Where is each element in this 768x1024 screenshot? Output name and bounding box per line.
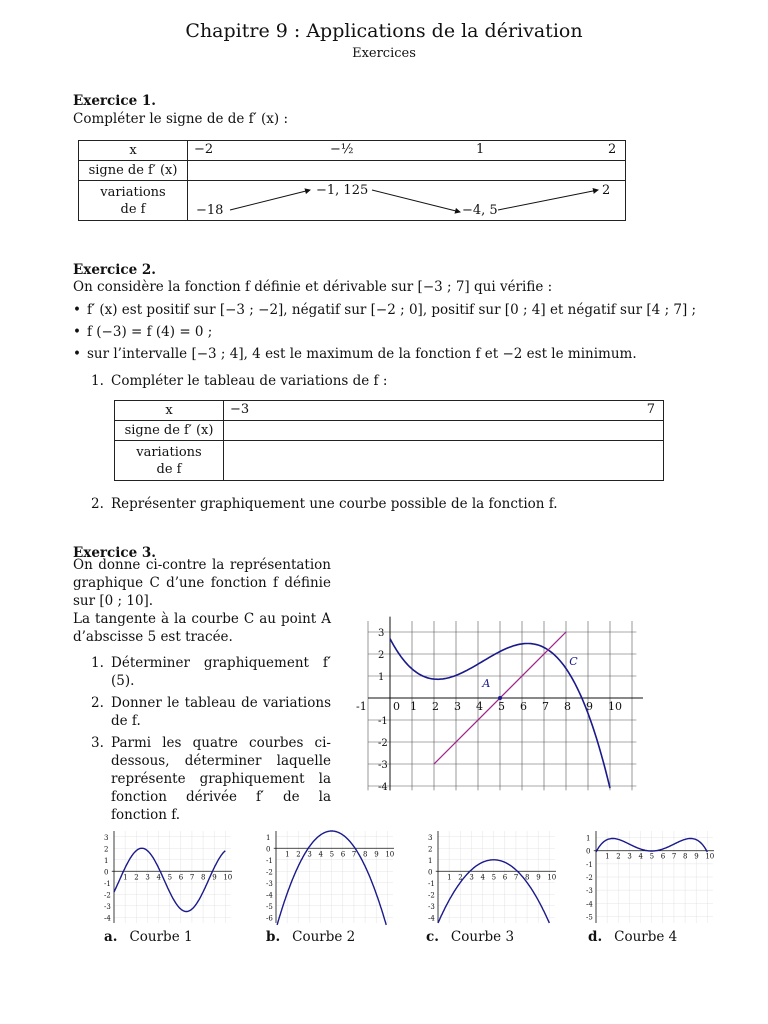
y-tick-label: 2 bbox=[104, 845, 109, 854]
y-tick-label: -3 bbox=[586, 887, 593, 896]
ex3-question-2: Donner le tableau de variations de f. bbox=[111, 695, 331, 729]
ex1-var-value: −4, 5 bbox=[462, 203, 498, 218]
y-tick-label: 0 bbox=[428, 868, 433, 877]
x-tick-label: 5 bbox=[167, 873, 173, 882]
ex3-question-1: Déterminer graphiquement f′ (5). bbox=[111, 655, 331, 689]
ex2-sign-cell[interactable] bbox=[224, 421, 664, 441]
x-tick-label: 1 bbox=[123, 873, 128, 882]
ex1-row-var-label: de f bbox=[120, 201, 146, 217]
curve-2-letter: b. bbox=[266, 929, 281, 945]
x-tick-label: 7 bbox=[542, 700, 549, 713]
curve-3-plot bbox=[420, 827, 560, 927]
list-item: • sur l’intervalle [−3 ; 4], 4 est le maximum de la fonction f et −2 est le minimum. bbox=[73, 343, 713, 365]
x-tick-label: 3 bbox=[307, 850, 312, 859]
y-tick-label: 3 bbox=[428, 833, 433, 842]
curve-2-plot bbox=[258, 827, 398, 927]
y-tick-label: -4 bbox=[428, 914, 435, 923]
y-tick-label: 3 bbox=[104, 833, 109, 842]
x-tick-label: 4 bbox=[480, 873, 485, 882]
arrow-up bbox=[230, 190, 310, 210]
mini-grid bbox=[596, 831, 713, 923]
origin-label: 0 bbox=[393, 700, 400, 713]
ex1-var-value: 2 bbox=[602, 183, 611, 198]
x-tick-label: 8 bbox=[201, 873, 206, 882]
curve-1-plot bbox=[96, 827, 236, 927]
y-tick-label: -4 bbox=[266, 891, 273, 900]
ex3-paragraph: On donne ci-contre la représentation graphique C d’une fonction f définie sur [0 ; 10]. bbox=[73, 557, 331, 609]
x-tick-label: 7 bbox=[189, 873, 195, 882]
y-tick-label: 0 bbox=[104, 868, 109, 877]
x-tick-label: 4 bbox=[156, 873, 161, 882]
point-label-A: A bbox=[482, 677, 491, 690]
y-tick-label: 1 bbox=[586, 834, 591, 843]
x-tick-label: 5 bbox=[649, 852, 655, 861]
y-tick-label: -4 bbox=[586, 900, 593, 909]
curve-4-plot bbox=[578, 827, 718, 927]
y-tick-label: -4 bbox=[104, 914, 111, 923]
ex2-x-end: 7 bbox=[646, 402, 655, 417]
x-tick-label: 8 bbox=[363, 850, 368, 859]
x-tick-label: 4 bbox=[318, 850, 323, 859]
ex2-row-var-label: variations bbox=[136, 444, 202, 460]
y-tick-label: 1 bbox=[378, 672, 385, 683]
x-tick-label: 7 bbox=[513, 873, 519, 882]
y-tick-label: 2 bbox=[378, 650, 385, 661]
ex1-row-x-label: x bbox=[79, 141, 188, 161]
ex1-x-value: 1 bbox=[476, 142, 485, 157]
y-tick-label: -3 bbox=[266, 879, 273, 888]
y-tick-label: -1 bbox=[104, 879, 111, 888]
y-tick-label: 0 bbox=[586, 847, 591, 856]
curve-2-panel[interactable] bbox=[258, 827, 398, 931]
y-tick-label: -4 bbox=[378, 782, 388, 793]
y-tick-label: -5 bbox=[586, 913, 593, 922]
x-tick-label: 1 bbox=[605, 852, 610, 861]
x-tick-label: 6 bbox=[660, 852, 666, 861]
x-tick-label: 3 bbox=[627, 852, 632, 861]
x-tick-label: 8 bbox=[683, 852, 688, 861]
exercise2-table bbox=[114, 400, 664, 481]
x-tick-label: 6 bbox=[340, 850, 346, 859]
ex2-x-start: −3 bbox=[230, 402, 250, 417]
curve-4-label: Courbe 4 bbox=[614, 929, 678, 945]
y-tick-label: -3 bbox=[428, 902, 435, 911]
x-tick-label: 3 bbox=[454, 700, 461, 713]
y-tick-label: -1 bbox=[266, 856, 273, 865]
y-tick-label: -1 bbox=[428, 879, 435, 888]
curve-2-caption bbox=[266, 929, 355, 945]
x-tick-label: 9 bbox=[694, 852, 699, 861]
list-item: • f (−3) = f (4) = 0 ; bbox=[73, 321, 713, 343]
ex1-x-value: −2 bbox=[194, 142, 214, 157]
y-tick-label: 1 bbox=[104, 856, 109, 865]
ex1-var-value: −1, 125 bbox=[316, 183, 369, 198]
x-tick-label: 10 bbox=[547, 873, 557, 882]
x-tick-label: 1 bbox=[285, 850, 290, 859]
y-tick-label: -2 bbox=[266, 868, 273, 877]
x-tick-label: 5 bbox=[491, 873, 497, 882]
page-title: Chapitre 9 : Applications de la dérivation bbox=[185, 20, 583, 42]
x-tick-label: 6 bbox=[502, 873, 508, 882]
y-tick-label: -2 bbox=[586, 874, 593, 882]
x-tick-label: -1 bbox=[356, 700, 367, 713]
ex2-question-2: Représenter graphiquement une courbe possible de la fonction f. bbox=[111, 496, 558, 512]
x-tick-label: 8 bbox=[564, 700, 571, 713]
y-tick-label: -5 bbox=[266, 902, 273, 911]
ex1-var-value: −18 bbox=[196, 203, 224, 218]
ex2-row-x-label: x bbox=[115, 401, 224, 421]
exercise3-text: On donne ci-contre la représentation graphique C d’une fonction f définie sur [0 ; 10]. La tangente à la courbe C au point A d’abscisse 5 est tracée. 1. Déterminer graphiquement f′ (5). 2. Donner le tableau de variations de f. 3. Parmi les quatre courbes ci-dessous, déterminer laquelle représente graphiquement la fonction dérivée f′ de la fonction f. bbox=[73, 557, 331, 823]
x-tick-label: 7 bbox=[671, 852, 677, 861]
x-tick-label: 4 bbox=[476, 700, 483, 713]
y-tick-label: -1 bbox=[586, 860, 593, 869]
x-tick-label: 5 bbox=[498, 700, 505, 713]
curve-4-panel[interactable] bbox=[578, 827, 718, 931]
curve-3-letter: c. bbox=[426, 929, 439, 945]
curve-3-panel[interactable] bbox=[420, 827, 560, 931]
x-tick-label: 9 bbox=[586, 700, 593, 713]
curve-4-letter: d. bbox=[588, 929, 603, 945]
x-tick-label: 9 bbox=[536, 873, 541, 882]
x-tick-label: 1 bbox=[410, 700, 417, 713]
y-tick-label: -6 bbox=[266, 914, 273, 923]
y-tick-label: 1 bbox=[428, 856, 433, 865]
x-tick-label: 10 bbox=[608, 700, 622, 713]
exercise2-heading: Exercice 2. bbox=[73, 262, 156, 278]
ex3-question-3: Parmi les quatre courbes ci-dessous, déterminer laquelle représente graphiquement la fonction dérivée f′ de la fonction f. bbox=[111, 735, 331, 823]
ex2-row-sign-label: signe de f′ (x) bbox=[115, 421, 224, 441]
x-tick-label: 2 bbox=[458, 873, 463, 882]
y-tick-label: -2 bbox=[378, 738, 388, 749]
ex2-row-var-label: de f bbox=[156, 461, 182, 477]
ex2-variation-cell[interactable] bbox=[224, 441, 664, 481]
y-tick-label: 0 bbox=[266, 845, 271, 854]
curve-label-C: C bbox=[569, 655, 578, 668]
y-tick-label: -3 bbox=[104, 902, 111, 911]
curve-3-caption bbox=[426, 929, 514, 945]
x-tick-label: 7 bbox=[351, 850, 357, 859]
x-tick-label: 10 bbox=[705, 852, 715, 861]
curve-2-label: Courbe 2 bbox=[292, 929, 356, 945]
curve-4-caption bbox=[588, 929, 677, 945]
exercise1-table bbox=[78, 140, 626, 221]
ex1-row-sign-label: signe de f′ (x) bbox=[79, 161, 188, 181]
ex1-sign-cell[interactable] bbox=[188, 161, 626, 181]
exercise1-instruction: Compléter le signe de de f′ (x) : bbox=[73, 111, 289, 127]
ex1-variation-cell[interactable] bbox=[188, 181, 626, 221]
graph-tick-labels bbox=[356, 628, 622, 793]
x-tick-label: 2 bbox=[134, 873, 139, 882]
x-tick-label: 2 bbox=[432, 700, 439, 713]
ex1-x-value: −½ bbox=[330, 142, 354, 157]
x-tick-label: 6 bbox=[520, 700, 527, 713]
x-tick-label: 5 bbox=[329, 850, 335, 859]
curve-3-label: Courbe 3 bbox=[450, 929, 515, 945]
x-tick-label: 3 bbox=[145, 873, 150, 882]
exercise2-intro: On considère la fonction f définie et dérivable sur [−3 ; 7] qui vérifie : bbox=[73, 279, 553, 295]
exercise3-graph bbox=[356, 603, 648, 793]
curve-1-panel[interactable] bbox=[96, 827, 236, 931]
y-tick-label: -2 bbox=[104, 891, 111, 900]
x-tick-label: 8 bbox=[525, 873, 530, 882]
ex1-row-var-label: variations bbox=[100, 184, 166, 200]
curve-1-label: Courbe 1 bbox=[129, 929, 193, 945]
arrow-down bbox=[372, 190, 460, 212]
exercise3-heading: Exercice 3. bbox=[73, 545, 156, 561]
x-tick-label: 1 bbox=[447, 873, 452, 882]
x-tick-label: 10 bbox=[223, 873, 233, 882]
ex1-variation-arrows bbox=[188, 181, 626, 221]
ex2-question-1: Compléter le tableau de variations de f : bbox=[111, 373, 388, 389]
list-item: • f′ (x) est positif sur [−3 ; −2], négatif sur [−2 ; 0], positif sur [0 ; 4] et négatif sur [4 ; 7] ; bbox=[73, 299, 713, 321]
ex3-paragraph: La tangente à la courbe C au point A d’abscisse 5 est tracée. bbox=[73, 611, 331, 645]
x-tick-label: 3 bbox=[469, 873, 474, 882]
y-tick-label: 1 bbox=[266, 833, 271, 842]
x-tick-label: 2 bbox=[616, 852, 621, 861]
y-tick-label: -1 bbox=[378, 716, 388, 727]
y-tick-label: 2 bbox=[428, 845, 433, 854]
y-tick-label: 3 bbox=[378, 628, 385, 639]
x-tick-label: 2 bbox=[296, 850, 301, 859]
x-tick-label: 6 bbox=[178, 873, 184, 882]
ex1-x-value: 2 bbox=[608, 142, 617, 157]
exercise2-conditions bbox=[73, 299, 713, 365]
page-subtitle: Exercices bbox=[352, 46, 416, 61]
y-tick-label: -3 bbox=[378, 760, 388, 771]
curve-1-letter: a. bbox=[104, 929, 118, 945]
arrow-up bbox=[498, 190, 598, 210]
x-tick-label: 9 bbox=[374, 850, 379, 859]
exercise1-heading: Exercice 1. bbox=[73, 93, 156, 109]
x-tick-label: 4 bbox=[638, 852, 643, 861]
curve-1-caption bbox=[104, 929, 193, 945]
x-tick-label: 10 bbox=[385, 850, 395, 859]
y-tick-label: -2 bbox=[428, 891, 435, 900]
x-tick-label: 9 bbox=[212, 873, 217, 882]
